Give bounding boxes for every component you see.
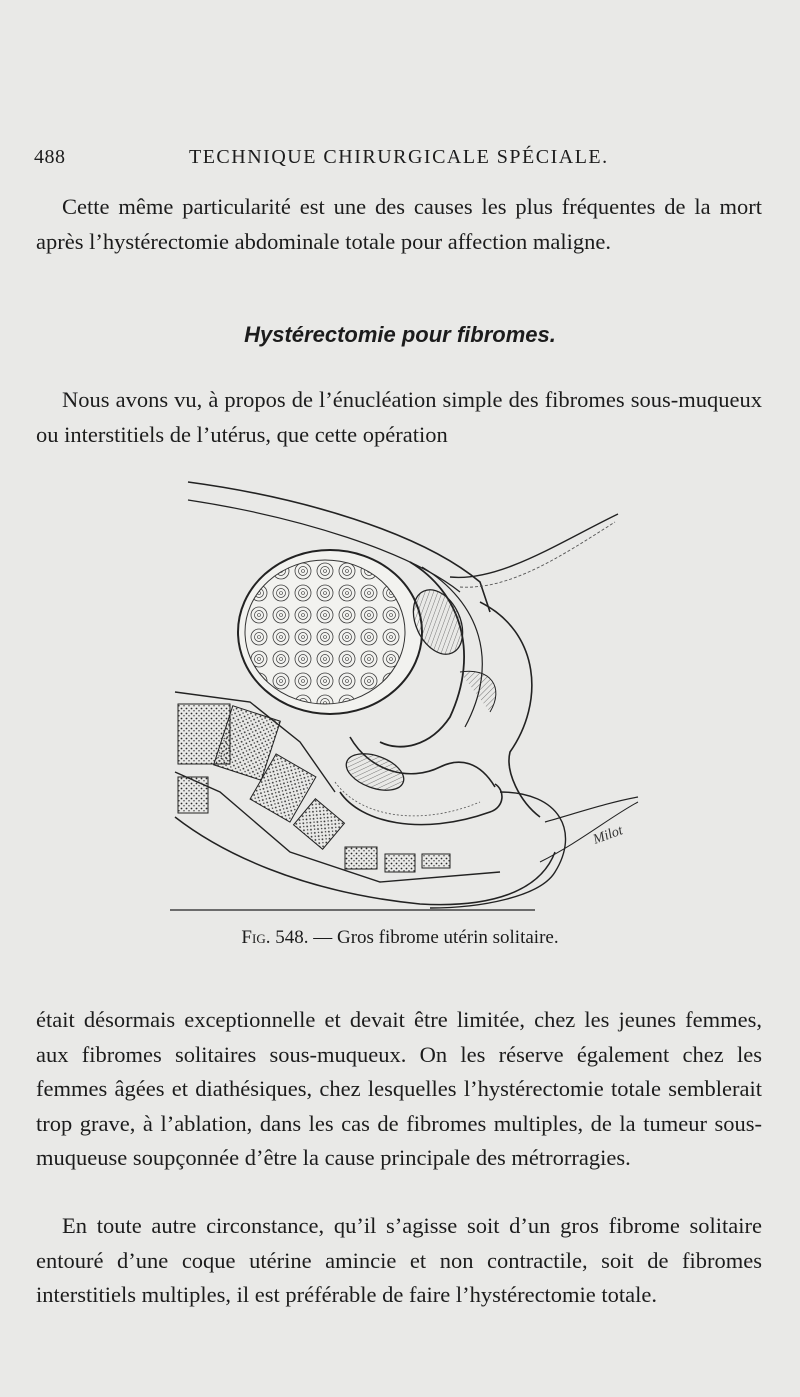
paragraph-3: était désormais exceptionnelle et devait être limitée, chez les jeunes femmes, aux fibromes solitaires sous-muqueux. On les réserve également chez les femmes âgées et diathésiques, chez lesquelles l’hystérectomie totale semblerait trop grave, à l’ablation, dans les cas de fibromes multiples, de la tumeur sous-muqueuse soupçonnée d’être la cause principale des métrorragies.: [36, 1007, 762, 1170]
page-number: 488: [34, 146, 66, 168]
anatomical-illustration: [160, 472, 650, 917]
section-heading: Hystérectomie pour fibromes.: [244, 322, 556, 347]
caption-text: Gros fibrome utérin solitaire.: [336, 927, 559, 948]
figure-caption: [0, 927, 800, 949]
paragraph-1: Cette même particularité est une des causes les plus fréquentes de la mort après l’hystérectomie abdominale totale pour affection maligne.: [36, 194, 762, 254]
figure-label: Fig. 548.: [241, 927, 309, 948]
running-title: TECHNIQUE CHIRURGICALE SPÉCIALE.: [189, 146, 609, 168]
paragraph-2: Nous avons vu, à propos de l’énucléation simple des fibromes sous-muqueux ou interstitiels de l’utérus, que cette opération: [36, 387, 762, 447]
fibroid-uterus-drawing: [160, 472, 650, 917]
running-header: [34, 142, 760, 176]
artist-signature: Milot: [591, 823, 625, 848]
paragraph-4: En toute autre circonstance, qu’il s’agisse soit d’un gros fibrome solitaire entouré d’une coque utérine amincie et non contractile, soit de fibromes interstitiels multiples, il est préférable de faire l’hystérectomie totale.: [36, 1213, 762, 1307]
caption-dash: —: [308, 927, 337, 948]
